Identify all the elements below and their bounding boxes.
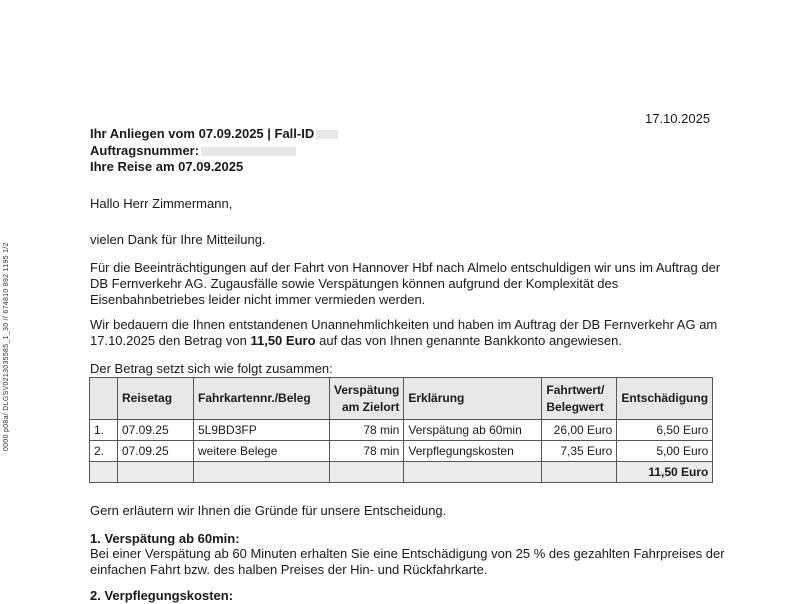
- header-entschaedigung: Entschädigung: [617, 378, 713, 420]
- header-reisetag: Reisetag: [118, 378, 194, 420]
- table-intro: Der Betrag setzt sich wie folgt zusammen:: [90, 361, 333, 376]
- total-empty-cell: [330, 462, 404, 483]
- header-order-line: [90, 143, 296, 158]
- cell-reisetag: 07.09.25: [118, 441, 194, 462]
- cell-erklaerung: Verpflegungskosten: [404, 441, 542, 462]
- reason1-heading: 1. Verspätung ab 60min:: [90, 531, 240, 546]
- payment-text-after: auf das von Ihnen genannte Bankkonto angewiesen.: [315, 333, 622, 348]
- apology-paragraph: Für die Beeinträchtigungen auf der Fahrt von Hannover Hbf nach Almelo entschuldigen wir uns im Auftrag der DB Fernverkehr AG. Zugausfälle sowie Verspätungen können aufgrund der Komplexität des Eisenbahnbetriebes leider nicht immer vermieden werden.: [90, 260, 721, 307]
- cell-fahrtwert: 26,00 Euro: [542, 420, 617, 441]
- header-trip-line: Ihre Reise am 07.09.2025: [90, 159, 244, 174]
- header-erklaerung: Erklärung: [404, 378, 542, 420]
- header-order-label: Auftragsnummer:: [90, 143, 200, 158]
- reason2-heading: 2. Verpflegungskosten:: [90, 588, 234, 603]
- redacted-case-id: [316, 130, 338, 139]
- total-empty-cell: [118, 462, 194, 483]
- cell-fahrtwert: 7,35 Euro: [542, 441, 617, 462]
- payment-text-before: Wir bedauern die Ihnen entstandenen Unannehmlichkeiten und haben im Auftrag der DB Fernverkehr AG am 17.10.2025 den Betrag von: [90, 317, 718, 348]
- header-fahrtwert-line1: Fahrtwert/: [546, 382, 605, 397]
- header-nr: [90, 378, 118, 420]
- reasons-intro: Gern erläutern wir Ihnen die Gründe für unsere Entscheidung.: [90, 503, 447, 518]
- cell-entschaedigung: 5,00 Euro: [617, 441, 713, 462]
- table-total-row: [90, 462, 713, 483]
- cell-verspaetung: 78 min: [330, 420, 404, 441]
- cell-fahrkarte: weitere Belege: [194, 441, 330, 462]
- side-reference-code: 0000 p08a/ DLGSV0213035585_1_30 // 674810 892 1195 1/2: [3, 242, 10, 451]
- greeting: Hallo Herr Zimmermann,: [90, 196, 233, 211]
- cell-erklaerung: Verspätung ab 60min: [404, 420, 542, 441]
- header-verspaetung: [330, 378, 404, 420]
- header-fahrtwert: [542, 378, 617, 420]
- total-empty-cell: [404, 462, 542, 483]
- table-row: [90, 420, 713, 441]
- header-verspaetung-line1: Verspätung: [334, 382, 400, 397]
- total-empty-cell: [90, 462, 118, 483]
- header-fahrkarte: Fahrkartennr./Beleg: [194, 378, 330, 420]
- cell-verspaetung: 78 min: [330, 441, 404, 462]
- payment-amount: 11,50 Euro: [250, 333, 316, 348]
- table-header-row: [90, 378, 713, 420]
- total-empty-cell: [542, 462, 617, 483]
- total-empty-cell: [194, 462, 330, 483]
- cell-total: 11,50 Euro: [617, 462, 713, 483]
- header-fahrtwert-line2: Belegwert: [546, 399, 604, 414]
- cell-fahrkarte: 5L9BD3FP: [194, 420, 330, 441]
- letter-date: 17.10.2025: [645, 111, 711, 126]
- reason1-text: Bei einer Verspätung ab 60 Minuten erhalten Sie eine Entschädigung von 25 % des gezahlten Fahrpreises der einfachen Fahrt bzw. des halben Preises der Hin- und Rückfahrkarte.: [90, 546, 725, 577]
- cell-reisetag: 07.09.25: [118, 420, 194, 441]
- redacted-order-number: [201, 147, 296, 156]
- header-verspaetung-line2: am Zielort: [342, 399, 400, 414]
- cell-entschaedigung: 6,50 Euro: [617, 420, 713, 441]
- cell-nr: 1.: [90, 420, 118, 441]
- thanks-line: vielen Dank für Ihre Mitteilung.: [90, 232, 266, 247]
- compensation-table: [89, 377, 713, 483]
- cell-nr: 2.: [90, 441, 118, 462]
- header-case-line: [90, 126, 338, 141]
- payment-paragraph: [90, 317, 730, 349]
- header-case-label: Ihr Anliegen vom 07.09.2025 | Fall-ID: [90, 126, 315, 141]
- table-row: [90, 441, 713, 462]
